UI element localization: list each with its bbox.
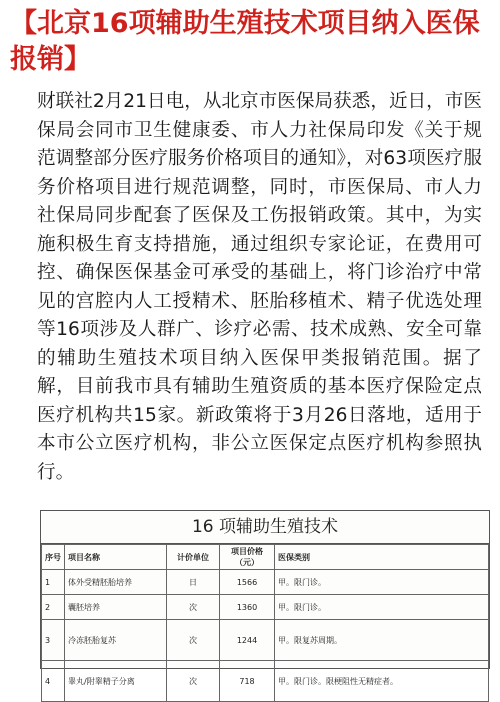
row-name: 冷冻胚胎复苏	[65, 620, 167, 661]
ivf-items-table	[40, 510, 490, 686]
header-unit: 计价单位	[167, 545, 220, 570]
article-headline: 【北京16项辅助生殖技术项目纳入医保报销】	[10, 8, 480, 75]
row-price: 1360	[220, 595, 275, 620]
row-price: 1566	[220, 570, 275, 595]
row-name: 体外受精胚胎培养	[65, 570, 167, 595]
article-body: 财联社2月21日电，从北京市医保局获悉，近日，市医保局会同市卫生健康委、市人力社保局印发《关于规范调整部分医疗服务价格项目的通知》，对63项医疗服务价格项目进行规范调整，同时，市医保局、市人力社保局同步配套了医保及工伤报销政策。其中，为实施积极生育支持措施，通过组织专家论证，在费用可控、确保医保基金可承受的基础上，将门诊治疗中常见的宫腔内人工授精术、胚胎移植术、精子优选处理等16项涉及人群广、诊疗必需、技术成熟、安全可靠的辅助生殖技术项目纳入医保甲类报销范围。据了解，目前我市具有辅助生殖资质的基本医疗保险定点医疗机构共15家。新政策将于3月26日落地，适用于本市公立医疗机构，非公立医保定点医疗机构参照执行。	[37, 91, 482, 483]
row-unit: 次	[167, 620, 220, 661]
row-category: 甲。限复苏周期。	[275, 620, 489, 661]
row-unit: 次	[167, 661, 220, 702]
row-category: 甲。限门诊。	[275, 570, 489, 595]
row-index: 1	[42, 570, 65, 595]
table-row	[42, 620, 489, 661]
row-name: 囊胚培养	[65, 595, 167, 620]
row-index: 4	[42, 661, 65, 702]
table-header-row	[42, 545, 489, 570]
items-table-grid	[41, 544, 489, 702]
row-price: 1244	[220, 620, 275, 661]
table-row	[42, 570, 489, 595]
row-unit: 日	[167, 570, 220, 595]
table-row	[42, 595, 489, 620]
header-price: 项目价格（元）	[220, 545, 275, 570]
row-index: 2	[42, 595, 65, 620]
row-price: 718	[220, 661, 275, 702]
row-name: 睾丸/附睾精子分离	[65, 661, 167, 702]
table-row	[42, 661, 489, 702]
row-unit: 次	[167, 595, 220, 620]
row-category: 甲。限门诊。限梗阻性无精症者。	[275, 661, 489, 702]
header-index: 序号	[42, 545, 65, 570]
header-name: 项目名称	[65, 545, 167, 570]
row-index: 3	[42, 620, 65, 661]
table-title: 16 项辅助生殖技术	[41, 511, 489, 544]
row-category: 甲。限门诊。	[275, 595, 489, 620]
header-category: 医保类别	[275, 545, 489, 570]
